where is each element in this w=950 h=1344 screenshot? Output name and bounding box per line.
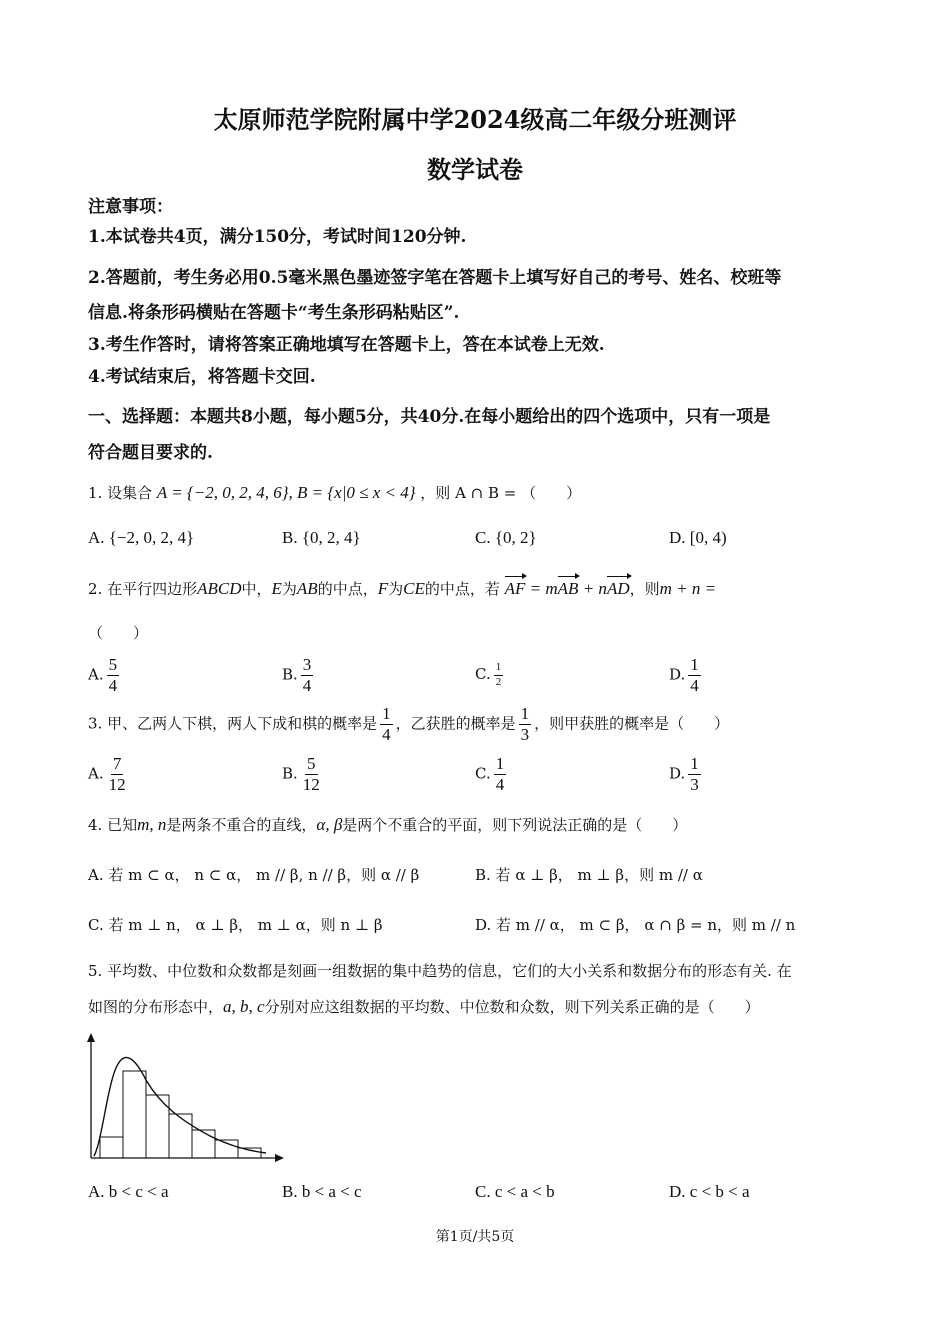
histogram-bar-1 bbox=[100, 1137, 123, 1158]
q4-option-a: A. 若 m ⊂ α， n ⊂ α， m // β, n // β，则 α // β bbox=[88, 866, 420, 884]
q2-vector-af: AF bbox=[504, 579, 526, 598]
q2-paren: （ ） bbox=[88, 624, 149, 642]
q3-option-b: B. $\frac{5}{12}$ bbox=[282, 754, 320, 794]
q1-option-a: A. {−2, 0, 2, 4} bbox=[88, 528, 195, 547]
exam-subtitle: 数学试卷 bbox=[427, 155, 523, 184]
section-1-line-2: 符合题目要求的. bbox=[88, 443, 213, 463]
notice-item-2a: 2.答题前，考生务必用0.5毫米黑色墨迹签字笔在答题卡上填写好自己的考号、姓名、校班等 bbox=[88, 268, 782, 288]
q2-text-6: 的中点，若 bbox=[424, 580, 500, 598]
q4-alpha-beta: α, β bbox=[316, 815, 343, 834]
q5-abc: a, b, c bbox=[223, 997, 265, 1016]
q4-text-2: 是两条不重合的直线， bbox=[166, 816, 317, 834]
q2-text-3: 为 bbox=[281, 580, 297, 598]
q2-ab: AB bbox=[296, 579, 318, 598]
question-2 bbox=[88, 578, 716, 599]
q3-option-a: A. $\frac{7}{12}$ bbox=[88, 754, 126, 794]
q2-text-7: ，则 bbox=[629, 580, 660, 598]
question-5-line-2 bbox=[88, 996, 760, 1017]
q2-option-d: D. $\frac{1}{4}$ bbox=[669, 655, 699, 695]
q4-option-d: D. 若 m // α， m ⊂ β， α ∩ β = n，则 m // n bbox=[475, 916, 796, 934]
q3-text-2: ，乙获胜的概率是 bbox=[395, 714, 516, 733]
distribution-histogram bbox=[80, 1030, 295, 1165]
histogram-bar-4 bbox=[169, 1114, 192, 1158]
page-footer: 第1页/共5页 bbox=[435, 1229, 515, 1245]
histogram-bar-5 bbox=[192, 1130, 215, 1158]
q1-prefix: 1. 设集合 bbox=[88, 484, 153, 502]
q5-option-b: B. b < a < c bbox=[282, 1182, 362, 1201]
q2-vector-ad: AD bbox=[606, 579, 630, 598]
x-axis-arrow bbox=[275, 1154, 284, 1162]
question-4 bbox=[88, 814, 687, 835]
q1-suffix: ，则 A ∩ B = （ ） bbox=[420, 484, 582, 502]
q2-ce: CE bbox=[403, 579, 425, 598]
q2-option-a: A. $\frac{5}{4}$ bbox=[88, 655, 118, 695]
q2-text-5: 为 bbox=[388, 580, 404, 598]
q2-m-plus-n: m + n = bbox=[659, 579, 717, 598]
q1-sets: A = {−2, 0, 2, 4, 6}, B = {x|0 ≤ x < 4} bbox=[156, 483, 416, 502]
q2-e: E bbox=[271, 579, 282, 598]
q5-text-2: 分别对应这组数据的平均数、中位数和众数，则下列关系正确的是（ ） bbox=[264, 998, 760, 1016]
notice-item-1: 1.本试卷共4页，满分150分，考试时间120分钟. bbox=[88, 227, 467, 247]
q2-abcd: ABCD bbox=[197, 579, 242, 598]
q5-option-c: C. c < a < b bbox=[475, 1182, 555, 1201]
question-3 bbox=[88, 705, 729, 744]
q2-text-4: 的中点， bbox=[317, 580, 378, 598]
q2-option-b: B. $\frac{3}{4}$ bbox=[282, 655, 312, 695]
q3-fraction-draw: $\frac{1}{4}$ bbox=[382, 704, 391, 744]
q2-eq-m: = m bbox=[525, 579, 558, 598]
q4-text-3: 是两个不重合的平面，则下列说法正确的是（ ） bbox=[342, 816, 688, 834]
question-1 bbox=[88, 482, 581, 503]
notice-item-4: 4.考试结束后，将答题卡交回. bbox=[88, 367, 316, 387]
q3-text-3: ，则甲获胜的概率是（ ） bbox=[534, 714, 730, 733]
notice-heading: 注意事项： bbox=[88, 197, 173, 217]
q2-vector-ab: AB bbox=[557, 579, 579, 598]
section-1-line-1: 一、选择题：本题共8小题，每小题5分，共40分.在每小题给出的四个选项中，只有一项是 bbox=[88, 407, 771, 427]
notice-item-2b: 信息.将条形码横贴在答题卡“考生条形码粘贴区”. bbox=[88, 303, 460, 323]
q2-f: F bbox=[377, 579, 389, 598]
q4-mn: m, n bbox=[137, 815, 167, 834]
q4-option-c: C. 若 m ⊥ n， α ⊥ β， m ⊥ α，则 n ⊥ β bbox=[88, 916, 383, 934]
q2-option-c: C. $\frac{1}{2}$ bbox=[475, 661, 502, 688]
q1-option-b: B. {0, 2, 4} bbox=[282, 528, 361, 547]
q4-text-1: 4. 已知 bbox=[88, 816, 138, 834]
q3-fraction-lose: $\frac{1}{3}$ bbox=[520, 704, 530, 744]
q3-text-1: 3. 甲、乙两人下棋，两人下成和棋的概率是 bbox=[88, 714, 378, 733]
q2-text-1: 2. 在平行四边形 bbox=[88, 580, 198, 598]
q4-option-b: B. 若 α ⊥ β， m ⊥ β，则 m // α bbox=[475, 866, 703, 884]
q5-option-d: D. c < b < a bbox=[669, 1182, 750, 1201]
notice-item-3: 3.考生作答时，请将答案正确地填写在答题卡上，答在本试卷上无效. bbox=[88, 335, 605, 355]
y-axis-arrow bbox=[87, 1033, 95, 1042]
question-5-line-1: 5. 平均数、中位数和众数都是刻画一组数据的集中趋势的信息，它们的大小关系和数据分布的形态有关. 在 bbox=[88, 962, 792, 980]
q5-option-a: A. b < c < a bbox=[88, 1182, 169, 1201]
q2-text-2: 中， bbox=[241, 580, 272, 598]
q3-option-d: D. $\frac{1}{3}$ bbox=[669, 754, 699, 794]
q2-plus-n: + n bbox=[578, 579, 607, 598]
q5-text-1: 如图的分布形态中， bbox=[88, 998, 224, 1016]
q1-option-d: D. [0, 4) bbox=[669, 528, 727, 547]
q1-option-c: C. {0, 2} bbox=[475, 528, 537, 547]
density-curve bbox=[94, 1057, 266, 1156]
q3-option-c: C. $\frac{1}{4}$ bbox=[475, 754, 505, 794]
exam-title: 太原师范学院附属中学2024级高二年级分班测评 bbox=[213, 105, 737, 134]
histogram-bar-2 bbox=[123, 1071, 146, 1158]
